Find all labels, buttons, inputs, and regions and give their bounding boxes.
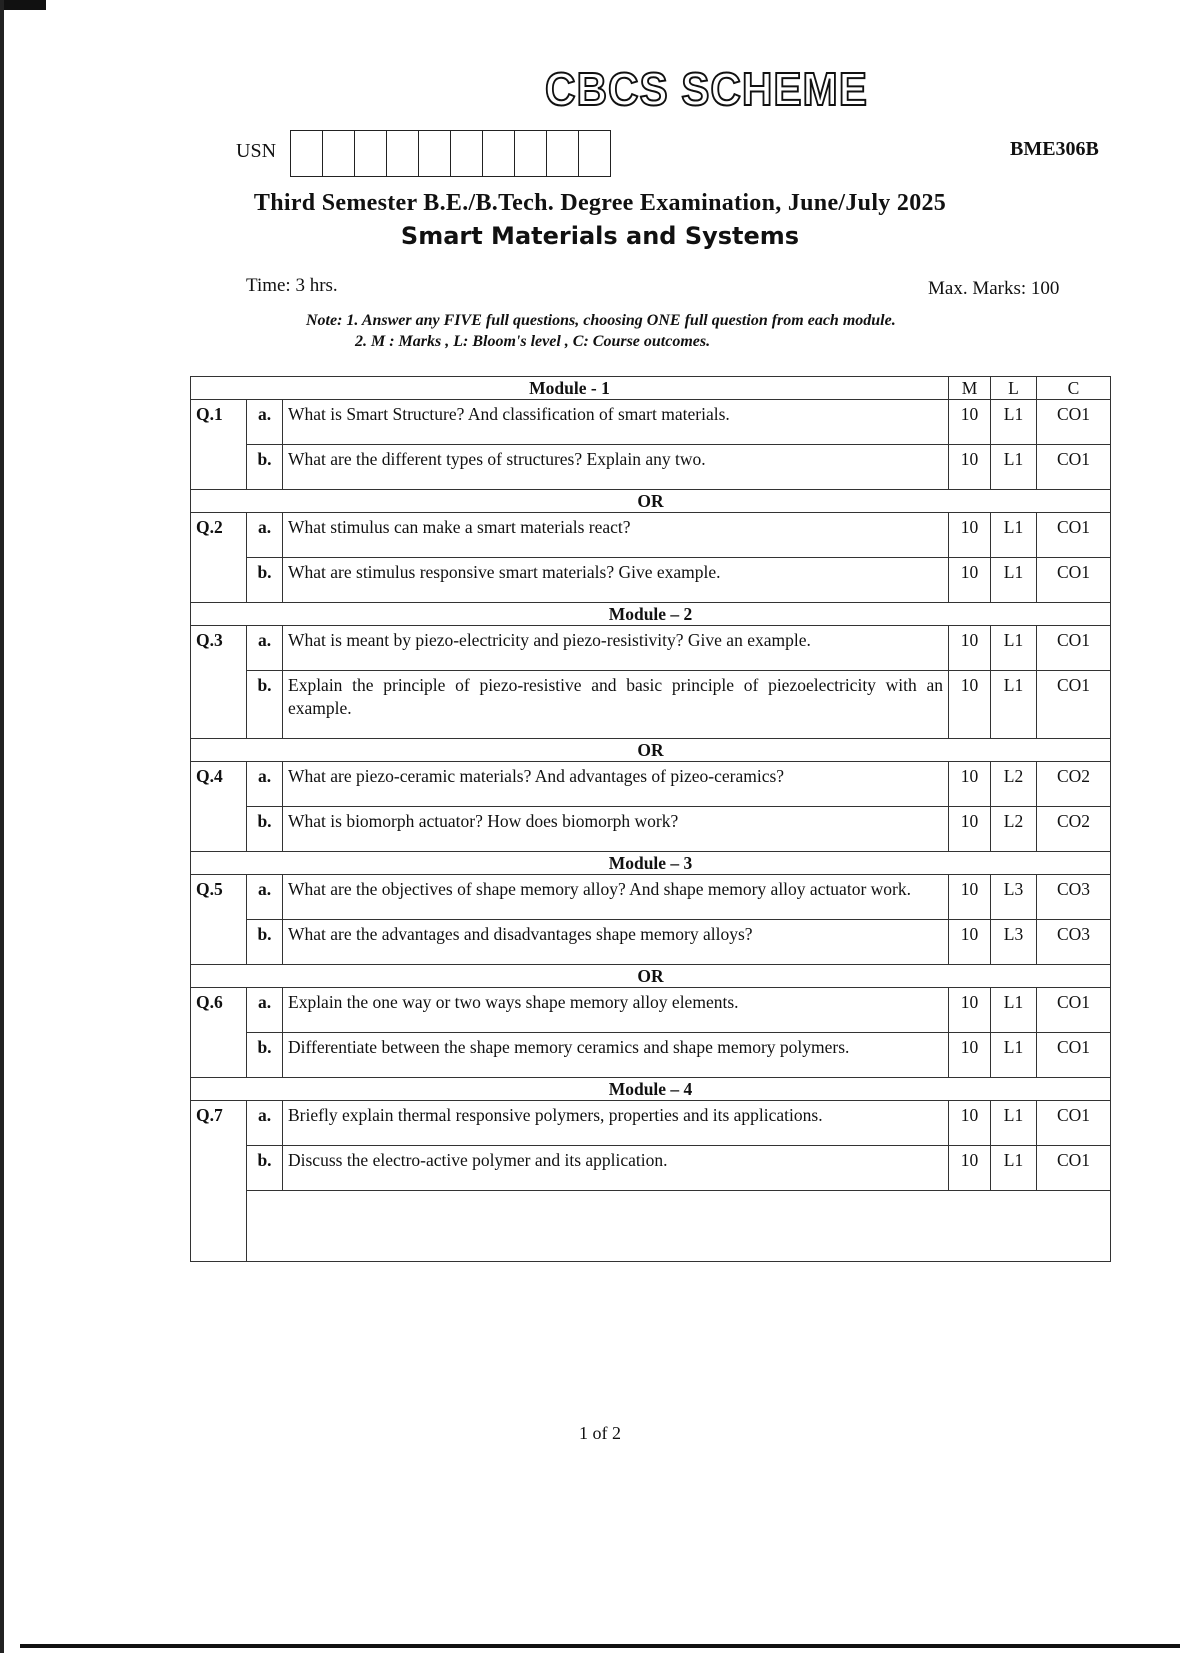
question-row — [191, 558, 1111, 603]
outcome-value: CO3 — [1037, 875, 1111, 920]
question-text: What is biomorph actuator? How does biomorph work? — [283, 807, 949, 852]
question-row — [191, 1033, 1111, 1078]
marks-value: 10 — [949, 558, 991, 603]
level-value: L2 — [991, 762, 1037, 807]
level-value: L1 — [991, 671, 1037, 739]
marks-column-header: M — [949, 377, 991, 400]
question-row — [191, 626, 1111, 671]
question-text: What are stimulus responsive smart materials? Give example. — [283, 558, 949, 603]
usn-digit-box — [579, 130, 611, 177]
part-label: b. — [247, 671, 283, 739]
outcome-value: CO2 — [1037, 807, 1111, 852]
outcome-value: CO1 — [1037, 988, 1111, 1033]
module-title: Module – 4 — [191, 1078, 1111, 1101]
max-marks: Max. Marks: 100 — [928, 278, 1060, 299]
question-text: What are the advantages and disadvantages shape memory alloys? — [283, 920, 949, 965]
usn-digit-box — [387, 130, 419, 177]
part-label: b. — [247, 920, 283, 965]
part-label: a. — [247, 400, 283, 445]
module-title: Module – 2 — [191, 603, 1111, 626]
level-value: L1 — [991, 1033, 1037, 1078]
question-text: What are the different types of structures? Explain any two. — [283, 445, 949, 490]
marks-value: 10 — [949, 400, 991, 445]
question-row — [191, 807, 1111, 852]
marks-value: 10 — [949, 671, 991, 739]
part-label: a. — [247, 513, 283, 558]
marks-value: 10 — [949, 875, 991, 920]
question-row — [191, 1101, 1111, 1146]
usn-digit-box — [451, 130, 483, 177]
or-separator: OR — [191, 965, 1111, 988]
usn-digit-box — [419, 130, 451, 177]
part-label: a. — [247, 762, 283, 807]
part-label: a. — [247, 626, 283, 671]
question-row — [191, 513, 1111, 558]
usn-label: USN — [236, 140, 277, 162]
or-row — [191, 490, 1111, 513]
outcome-value: CO1 — [1037, 626, 1111, 671]
outcome-value: CO1 — [1037, 671, 1111, 739]
marks-value: 10 — [949, 988, 991, 1033]
part-label: b. — [247, 807, 283, 852]
outcome-value: CO1 — [1037, 558, 1111, 603]
marks-value: 10 — [949, 513, 991, 558]
instruction-note-1: Note: 1. Answer any FIVE full questions, choosing ONE full question from each module. — [306, 312, 896, 329]
module-header-row — [191, 852, 1111, 875]
part-label: b. — [247, 1033, 283, 1078]
course-code: BME306B — [1010, 138, 1099, 160]
question-number: Q.3 — [191, 626, 247, 739]
marks-value: 10 — [949, 1146, 991, 1191]
question-row — [191, 671, 1111, 739]
usn-digit-box — [483, 130, 515, 177]
question-text: Briefly explain thermal responsive polymers, properties and its applications. — [283, 1101, 949, 1146]
usn-digit-box — [290, 130, 323, 177]
question-row — [191, 762, 1111, 807]
outcome-value: CO1 — [1037, 513, 1111, 558]
part-label: b. — [247, 558, 283, 603]
outcome-value: CO1 — [1037, 445, 1111, 490]
marks-value: 10 — [949, 807, 991, 852]
or-row — [191, 965, 1111, 988]
question-text: Explain the one way or two ways shape memory alloy elements. — [283, 988, 949, 1033]
module-header-row — [191, 377, 1111, 400]
usn-digit-box — [515, 130, 547, 177]
question-number: Q.4 — [191, 762, 247, 852]
page-number: 1 of 2 — [579, 1423, 621, 1443]
or-separator: OR — [191, 490, 1111, 513]
part-label: b. — [247, 445, 283, 490]
level-value: L1 — [991, 400, 1037, 445]
level-value: L2 — [991, 807, 1037, 852]
exam-title: Third Semester B.E./B.Tech. Degree Examination, June/July 2025 — [253, 190, 947, 216]
outcome-value: CO1 — [1037, 1146, 1111, 1191]
part-label: b. — [247, 1146, 283, 1191]
question-number: Q.7 — [191, 1101, 247, 1262]
question-text: What is meant by piezo-electricity and piezo-resistivity? Give an example. — [283, 626, 949, 671]
outcome-value: CO2 — [1037, 762, 1111, 807]
outcome-value: CO3 — [1037, 920, 1111, 965]
question-text: What are piezo-ceramic materials? And advantages of pizeo-ceramics? — [283, 762, 949, 807]
marks-value: 10 — [949, 1033, 991, 1078]
level-value: L1 — [991, 626, 1037, 671]
outcome-value: CO1 — [1037, 400, 1111, 445]
usn-boxes — [290, 130, 611, 177]
module-header-row — [191, 1078, 1111, 1101]
question-table — [190, 376, 1111, 1262]
level-value: L3 — [991, 875, 1037, 920]
question-number: Q.6 — [191, 988, 247, 1078]
level-value: L3 — [991, 920, 1037, 965]
question-text: What is Smart Structure? And classification of smart materials. — [283, 400, 949, 445]
part-label: a. — [247, 988, 283, 1033]
scheme-heading: CBCS SCHEME — [545, 63, 868, 115]
level-value: L1 — [991, 1146, 1037, 1191]
usn-digit-box — [355, 130, 387, 177]
outcome-value: CO1 — [1037, 1101, 1111, 1146]
question-row — [191, 445, 1111, 490]
marks-value: 10 — [949, 626, 991, 671]
scan-edge-bottom — [20, 1644, 1180, 1648]
table-tail-space — [247, 1191, 1111, 1262]
question-number: Q.5 — [191, 875, 247, 965]
part-label: a. — [247, 1101, 283, 1146]
module-title: Module - 1 — [191, 377, 949, 400]
marks-value: 10 — [949, 762, 991, 807]
module-header-row — [191, 603, 1111, 626]
instruction-note-2: 2. M : Marks , L: Bloom's level , C: Course outcomes. — [355, 333, 711, 350]
level-column-header: L — [991, 377, 1037, 400]
question-number: Q.1 — [191, 400, 247, 490]
level-value: L1 — [991, 558, 1037, 603]
question-text: What are the objectives of shape memory alloy? And shape memory alloy actuator work. — [283, 875, 949, 920]
question-row — [191, 988, 1111, 1033]
question-text: Explain the principle of piezo-resistive and basic principle of piezoelectricity with an example. — [283, 671, 949, 739]
level-value: L1 — [991, 988, 1037, 1033]
or-row — [191, 739, 1111, 762]
marks-value: 10 — [949, 1101, 991, 1146]
level-value: L1 — [991, 1101, 1037, 1146]
question-text: Differentiate between the shape memory ceramics and shape memory polymers. — [283, 1033, 949, 1078]
question-row — [191, 400, 1111, 445]
question-number: Q.2 — [191, 513, 247, 603]
module-title: Module – 3 — [191, 852, 1111, 875]
part-label: a. — [247, 875, 283, 920]
usn-digit-box — [323, 130, 355, 177]
outcome-value: CO1 — [1037, 1033, 1111, 1078]
level-value: L1 — [991, 445, 1037, 490]
scan-edge-mark — [0, 0, 46, 10]
question-text: Discuss the electro-active polymer and its application. — [283, 1146, 949, 1191]
or-separator: OR — [191, 739, 1111, 762]
question-row — [191, 920, 1111, 965]
question-row — [191, 1146, 1111, 1191]
outcome-column-header: C — [1037, 377, 1111, 400]
marks-value: 10 — [949, 445, 991, 490]
level-value: L1 — [991, 513, 1037, 558]
question-text: What stimulus can make a smart materials react? — [283, 513, 949, 558]
table-tail-row — [191, 1191, 1111, 1262]
subject-title: Smart Materials and Systems — [400, 222, 800, 250]
time-allowed: Time: 3 hrs. — [246, 275, 338, 296]
question-row — [191, 875, 1111, 920]
marks-value: 10 — [949, 920, 991, 965]
usn-digit-box — [547, 130, 579, 177]
